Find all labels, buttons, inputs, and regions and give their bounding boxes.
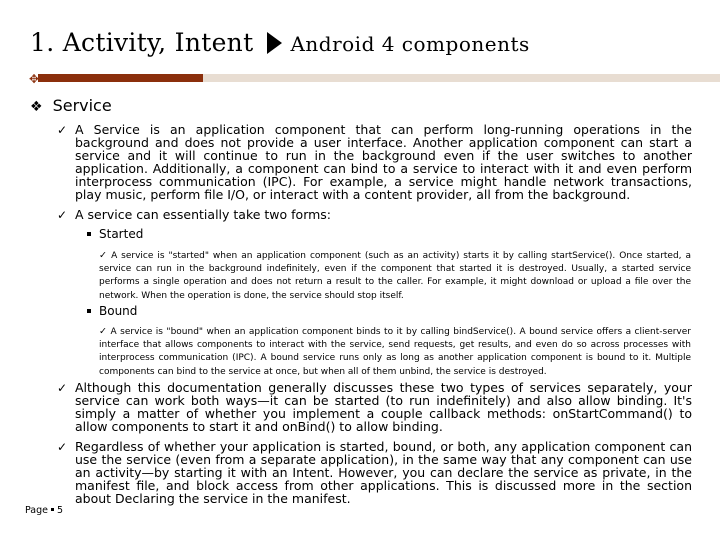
title-text: 1. Activity, Intent [30, 28, 254, 57]
page-number: 5 [57, 505, 64, 516]
started-text: A service is "started" when an application component (such as an activity) starts it by calling startService(). Once started, a service can run in the background indefinitely, even if the component that started it is destroyed. Usually, a started service performs a single operation and does not return a result to the caller. For example, it might download or upload a file over the network. When the operation is done, the service should stop itself. [99, 251, 691, 301]
checkmark-icon: ✓ [57, 381, 68, 395]
bound-description [99, 325, 691, 379]
bullet-usage: Regardless of whether your application is started, bound, or both, any application component can use the service (even from a separate application), in the same way that any component can use an activity—by starting it with an Intent. However, you can declare the service as private, in the manifest file, and block access from other applications. This is discussed more in the section about Declaring the service in the manifest. [75, 439, 692, 507]
section-heading-label: Service [52, 96, 112, 115]
bullet-dot-icon [87, 309, 91, 313]
checkmark-icon: ✓ [57, 440, 68, 454]
checkmark-icon: ✓ [99, 250, 109, 261]
footer-dot-icon [51, 508, 54, 511]
slide-title [30, 28, 530, 57]
sub-bullet-bound [87, 304, 137, 318]
bound-text: A service is "bound" when an application component binds to it by calling bindService(). A bound service offers a client-server interface that allows components to interact with the service, send requests, get results, and even do so across processes with interprocess communication (IPC). A bound service runs only as long as another application component is bound to it. Multiple components can bind to the service at once, but when all of them unbind, the service is destroyed. [99, 327, 691, 377]
bullet-both-ways: Although this documentation generally discusses these two types of services separately, your service can work both ways—it can be started (to run indefinitely) and also allow binding. It's simply a matter of whether you implement a couple callback methods: onStartCommand() to allow components to start it and onBind() to allow binding. [75, 380, 692, 435]
subtitle-text: Android 4 components [290, 32, 530, 56]
checkmark-icon: ✓ [99, 326, 108, 337]
started-description [99, 249, 691, 303]
title-underline-accent [38, 74, 203, 82]
title-underline [38, 74, 720, 82]
sub-bullet-label: Started [99, 227, 144, 241]
arrow-right-icon [267, 32, 282, 54]
bullet-forms: A service can essentially take two forms: [75, 207, 332, 222]
page-footer [25, 505, 63, 516]
diamond-ornament-icon: ✥ [29, 72, 40, 86]
section-heading [30, 96, 112, 115]
checkmark-icon: ✓ [57, 208, 68, 222]
diamond-bullet-icon: ❖ [30, 99, 43, 115]
checkmark-icon: ✓ [57, 123, 68, 137]
sub-bullet-label: Bound [99, 304, 138, 318]
bullet-definition: A Service is an application component that can perform long-running operations in the background and does not provide a user interface. Another application component can start a service and it will continue to run in the background even if the user switches to another application. Additionally, a component can bind to a service to interact with it and even perform interprocess communication (IPC). For example, a service might handle network transactions, play music, perform file I/O, or interact with a content provider, all from the background. [75, 122, 692, 203]
sub-bullet-started [87, 227, 143, 241]
page-label: Page [25, 505, 48, 516]
bullet-dot-icon [87, 232, 91, 236]
